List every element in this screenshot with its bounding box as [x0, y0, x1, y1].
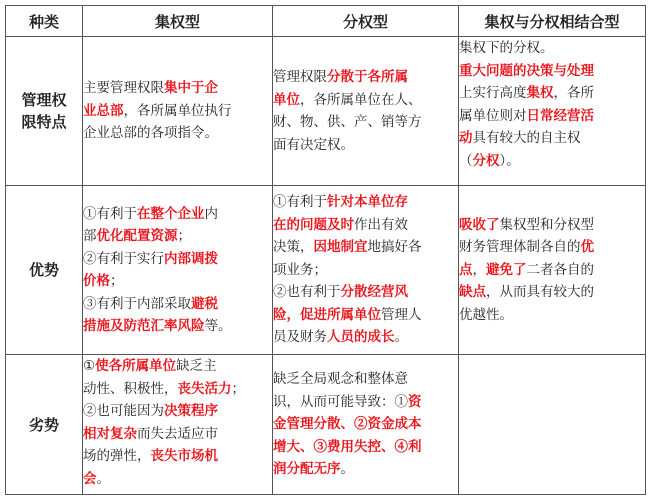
text-run: 项业务； — [273, 261, 327, 278]
text-line — [459, 127, 645, 150]
text-line — [83, 468, 272, 491]
highlighted-text: 集中于企 — [164, 80, 218, 97]
highlighted-text: 缺点 — [459, 284, 486, 301]
text-run: 内 — [204, 205, 218, 222]
text-run: ，各所属单位在人、 — [300, 91, 422, 108]
highlighted-text: 会 — [83, 470, 97, 487]
header-row — [6, 6, 646, 37]
text-run: 缺乏主 — [176, 358, 217, 374]
text-line — [273, 368, 458, 391]
highlighted-text: 丧失市场机 — [150, 448, 218, 464]
text-line — [83, 203, 272, 226]
highlighted-text: 避税 — [191, 295, 218, 312]
features-decentralized-cell — [273, 37, 459, 186]
highlighted-text: 丧失活力 — [177, 380, 232, 397]
highlighted-text: 价格 — [83, 273, 110, 289]
text-line — [83, 378, 272, 401]
text-run: 财务管理体制各自的 — [459, 239, 581, 256]
highlighted-text: 动 — [459, 130, 473, 146]
text-line — [83, 100, 272, 123]
highlighted-text: 分权 — [472, 152, 500, 169]
highlighted-text: 因地制宜 — [313, 239, 368, 256]
row-label-line: 管理权 — [21, 91, 67, 109]
disadvantages-centralized-cell — [83, 355, 273, 495]
advantages-combined-cell — [459, 186, 646, 355]
text-run: 决策， — [273, 239, 314, 256]
text-line — [459, 60, 645, 83]
text-run: 企业总部的各项指令。 — [83, 125, 218, 142]
row-disadvantages — [6, 355, 646, 495]
highlighted-text: 分散于各所属 — [327, 69, 408, 85]
highlighted-text: 措施及防范汇率风险 — [83, 318, 205, 334]
text-run: ①有利于 — [83, 205, 137, 222]
text-line — [83, 293, 272, 316]
text-line — [459, 236, 645, 259]
text-run: ②有利于实行 — [83, 250, 164, 267]
row-label-features — [6, 37, 83, 186]
text-run: 上实行高度 — [459, 85, 527, 101]
text-run: ； — [231, 380, 245, 397]
text-run: 缺乏全局观念和整体意 — [273, 371, 408, 388]
header-combined: 集权与分权相结合型 — [459, 6, 646, 37]
text-line — [83, 400, 272, 423]
highlighted-text: 分散经营风 — [340, 284, 408, 301]
text-line — [459, 82, 645, 105]
text-run: 员及财务 — [273, 329, 327, 346]
text-run: 集权型和分权型 — [499, 216, 594, 233]
text-line — [83, 270, 272, 293]
highlighted-text: 针对本单位存 — [327, 194, 408, 211]
highlighted-text: 险，促进所属单位 — [273, 306, 381, 323]
comparison-table — [5, 5, 646, 495]
highlighted-text: 资 — [408, 393, 422, 410]
text-run: ； — [177, 228, 191, 244]
text-run: 作出有效 — [354, 216, 408, 233]
highlighted-text: 金管理分散、②资金成本 — [273, 416, 422, 433]
text-line — [83, 445, 272, 468]
text-run: （ — [459, 152, 473, 169]
text-run: 具有较大的自主权 — [472, 130, 581, 146]
text-run: 优越性。 — [459, 306, 513, 323]
text-run: 等。 — [204, 318, 232, 334]
text-line — [83, 225, 272, 248]
text-run: ）。 — [499, 152, 520, 169]
text-line — [273, 66, 458, 89]
highlighted-text: 使各所属单位 — [95, 358, 177, 374]
header-decentralized: 分权型 — [273, 6, 459, 37]
text-line — [459, 150, 645, 173]
text-run: 财、物、供、产、销等方 — [273, 114, 422, 130]
text-line — [459, 105, 645, 128]
header-centralized: 集权型 — [83, 6, 273, 37]
highlighted-text: 内部调拨 — [164, 250, 218, 267]
text-line — [273, 134, 458, 157]
highlighted-text: 单位 — [273, 91, 300, 108]
row-label-advantages — [6, 186, 83, 355]
highlighted-text: 集权 — [526, 85, 554, 101]
text-line — [273, 236, 458, 259]
text-line — [273, 259, 458, 282]
highlighted-text: 避免了 — [486, 261, 527, 278]
text-line — [273, 191, 458, 214]
text-line — [273, 304, 458, 327]
text-run: 二者各自的 — [526, 261, 594, 278]
text-run: 。 — [394, 329, 408, 346]
text-line — [273, 458, 458, 481]
text-run: 。 — [96, 470, 110, 487]
text-line — [83, 315, 272, 338]
disadvantages-combined-cell — [459, 355, 646, 495]
row-label-line: 限特点 — [21, 113, 67, 131]
highlighted-text: 业总部 — [83, 102, 124, 119]
text-line — [273, 413, 458, 436]
text-run: 部 — [83, 228, 97, 244]
text-run: ②也可能因为 — [83, 403, 164, 419]
highlighted-text: 在整个企业 — [137, 205, 205, 222]
text-line — [273, 281, 458, 304]
text-run: 管理人 — [381, 306, 422, 323]
text-run: ②也有利于 — [273, 284, 341, 301]
highlighted-text: 润分配无序 — [273, 461, 341, 478]
row-label-disadvantages — [6, 355, 83, 495]
text-run: ① — [83, 358, 96, 374]
highlighted-text: 相对复杂 — [83, 425, 137, 442]
text-run: ，从而具有较大的 — [486, 284, 594, 301]
text-line — [273, 436, 458, 459]
text-run: ； — [110, 273, 124, 289]
text-run: 主要管理权限 — [83, 80, 164, 97]
text-line — [273, 214, 458, 237]
row-advantages — [6, 186, 646, 355]
text-line — [83, 248, 272, 271]
row-label-line: 劣势 — [28, 415, 59, 434]
highlighted-text: 增大、③费用失控、④利 — [273, 438, 422, 455]
highlighted-text: 人员的成长 — [327, 329, 395, 346]
row-label-line: 优势 — [28, 261, 59, 279]
features-centralized-cell — [83, 37, 273, 186]
advantages-decentralized-cell — [273, 186, 459, 355]
highlighted-text: 重大问题的决策与处理 — [459, 62, 594, 79]
features-combined-cell — [459, 37, 646, 186]
text-line — [273, 326, 458, 349]
disadvantages-decentralized-cell — [273, 355, 459, 495]
text-line — [273, 111, 458, 134]
text-line — [83, 122, 272, 145]
highlighted-text: 决策程序 — [164, 403, 218, 419]
text-line — [83, 423, 272, 446]
text-run: 而失去适应市 — [137, 425, 218, 442]
highlighted-text: 优化配置资源 — [96, 228, 178, 244]
text-run: ，各所属单位执行 — [123, 102, 232, 119]
text-run: 地搞好各 — [367, 239, 422, 256]
text-run: ，各所 — [553, 85, 594, 101]
row-features — [6, 37, 646, 186]
text-run: ， — [472, 261, 486, 278]
advantages-centralized-cell — [83, 186, 273, 355]
text-line — [459, 214, 645, 237]
header-category: 种类 — [6, 6, 83, 37]
highlighted-text: 优 — [580, 239, 594, 256]
highlighted-text: 吸收了 — [459, 216, 500, 233]
text-line — [273, 391, 458, 414]
text-run: 场的弹性， — [83, 448, 151, 464]
text-run: 属单位则对 — [459, 107, 527, 124]
text-line — [459, 259, 645, 282]
text-line — [83, 77, 272, 100]
text-line — [273, 89, 458, 112]
text-run: 。 — [340, 461, 354, 478]
text-line — [459, 281, 645, 304]
highlighted-text: 在的问题及时 — [273, 216, 354, 233]
text-run: ①有利于 — [273, 194, 327, 211]
highlighted-text: 点 — [459, 261, 473, 278]
text-run: 管理权限 — [273, 69, 327, 85]
text-run: 集权下的分权。 — [459, 40, 554, 56]
text-run: 面有决定权。 — [273, 136, 354, 153]
text-run: 动性、积极性， — [83, 380, 178, 397]
text-run: ③有利于内部采取 — [83, 295, 191, 312]
text-line — [459, 304, 645, 327]
highlighted-text: 日常经营活 — [526, 107, 594, 124]
text-line — [83, 355, 272, 378]
text-run: 识，从而可能导致：① — [273, 393, 408, 410]
text-line — [459, 37, 645, 60]
